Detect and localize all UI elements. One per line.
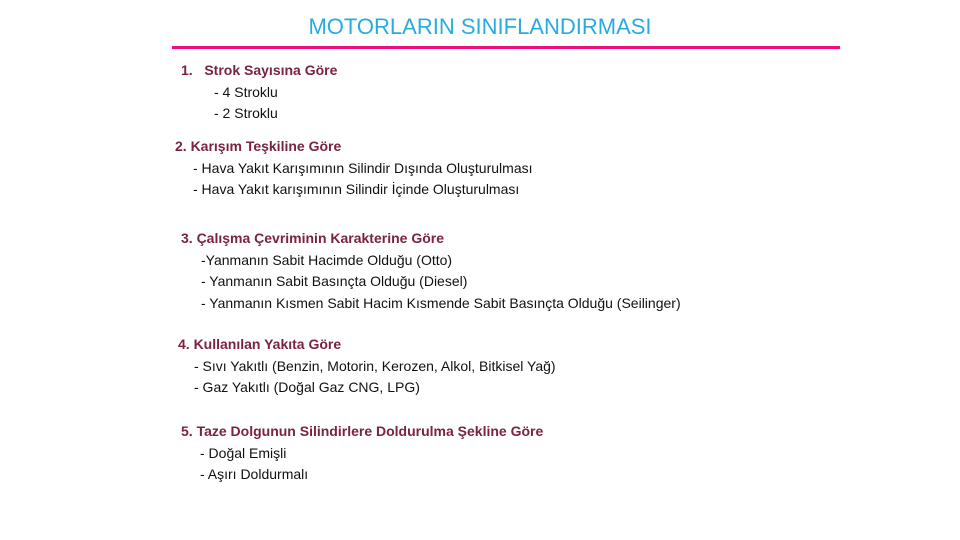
section-heading: 3. Çalışma Çevriminin Karakterine Göre bbox=[181, 230, 444, 246]
list-item: - Yanmanın Sabit Basınçta Olduğu (Diesel) bbox=[201, 273, 468, 289]
section-stroke-count bbox=[181, 60, 337, 125]
list-item: - Hava Yakıt Karışımının Silindir Dışında Oluşturulması bbox=[193, 159, 533, 176]
section-heading: 1. Strok Sayısına Göre bbox=[181, 62, 338, 78]
section-mixture-formation bbox=[175, 136, 533, 201]
list-item: - Gaz Yakıtlı (Doğal Gaz CNG, LPG) bbox=[194, 379, 420, 395]
list-item: -Yanmanın Sabit Hacimde Olduğu (Otto) bbox=[201, 251, 453, 268]
list-item: - Hava Yakıt karışımının Silindir İçinde Oluşturulması bbox=[193, 181, 520, 197]
list-item: - Sıvı Yakıtlı (Benzin, Motorin, Kerozen, Alkol, Bitkisel Yağ) bbox=[194, 357, 556, 374]
section-heading: 2. Karışım Teşkiline Göre bbox=[175, 138, 342, 154]
list-item: - 2 Stroklu bbox=[214, 105, 278, 121]
section-charge-filling bbox=[181, 421, 543, 486]
list-item: - Yanmanın Kısmen Sabit Hacim Kısmende Sabit Basınçta Olduğu (Seilinger) bbox=[201, 294, 681, 311]
section-heading: 4. Kullanılan Yakıta Göre bbox=[178, 336, 342, 352]
slide-title: MOTORLARIN SINIFLANDIRMASI bbox=[308, 14, 652, 39]
list-item: - Doğal Emişli bbox=[200, 444, 287, 461]
title-underline bbox=[172, 46, 840, 49]
section-cycle-character bbox=[181, 228, 681, 314]
section-fuel-type bbox=[178, 334, 556, 399]
list-item: - 4 Stroklu bbox=[214, 83, 278, 100]
list-item: - Aşırı Doldurmalı bbox=[200, 466, 309, 482]
section-heading: 5. Taze Dolgunun Silindirlere Doldurulma Şekline Göre bbox=[181, 423, 544, 439]
